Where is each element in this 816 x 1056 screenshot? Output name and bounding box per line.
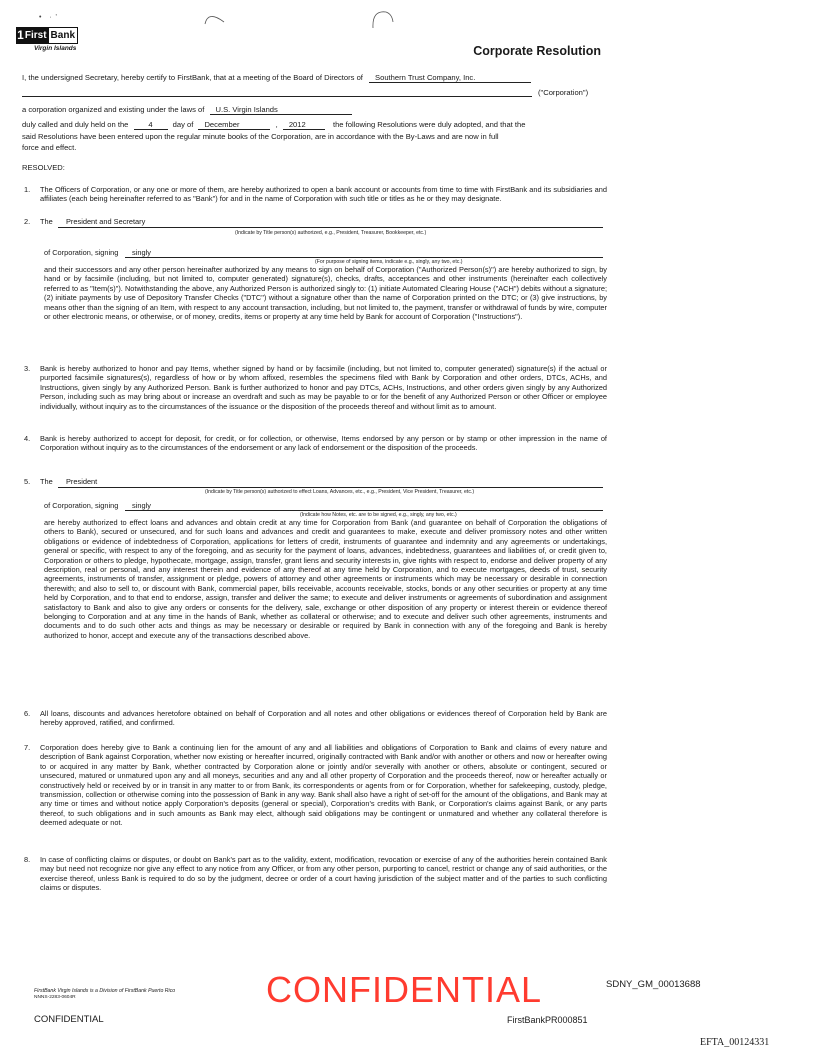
item-6-number: 6. xyxy=(24,709,31,718)
bates-sdny: SDNY_GM_00013688 xyxy=(606,979,701,990)
item-2-body: and their successors and any other person hereinafter authorized by any means to sign on behalf of Corporation ("Authorized Person(s)") are hereby authorized to sign, by hand or by facsimile (including, but not limited to, computer generated) signature(s), checks, drafts, acceptances and other instruments (hereinafter each collectively referred to as "Item(s)"). Notwithstanding the above, any Authorized Person is authorized singly to: (1) initiate Automated Clearing House ("ACH") debits without a signature; (2) initiate payments by use of Depository Transfer Checks ("DTC") without a signature other than the name of Corporation printed on the DTC; or (3) give instructions, by means other than the signing of an Item, with respect to any account transaction, including, but not limited to, the payment, transfer or withdrawal of funds by wire, computer or other electronic means, or otherwise, or of money, credits, items or property at any time held by Bank for account of Corporation ("Instructions"). xyxy=(44,265,607,322)
item-2-signing-line xyxy=(125,257,603,258)
footer-division: FirstBank Virgin Islands is a Division of FirstBank Puerto Rico xyxy=(34,988,176,994)
corporation-suffix: ("Corporation") xyxy=(538,88,589,97)
item-5-the: The xyxy=(40,477,53,486)
item-8-text: In case of conflicting claims or disputes, or doubt on Bank's part as to the validity, extent, modification, revocation or exercise of any of the authorities herein contained Bank may but need not recognize nor give any effect to any notice from any Officer, or from any other person, purporting to cancel, restrict or change any of said authorities, or the exercise thereof, unless Bank is required to do so by the judgment, decree or order of a court having jurisdiction of the subject matter and of the parties to such conflicting claims or disputes. xyxy=(40,855,607,893)
item-7-number: 7. xyxy=(24,743,31,752)
confidential-stamp: CONFIDENTIAL xyxy=(266,969,543,1010)
intro-line-2 xyxy=(22,105,352,115)
year-field: 2012 xyxy=(283,120,325,130)
intro-line-4: said Resolutions have been entered upon the regular minute books of the Corporation, are in accordance with the By-Laws and are now in full xyxy=(22,132,499,141)
item-2-number: 2. xyxy=(24,217,31,226)
day-field: 4 xyxy=(134,120,168,130)
item-1-text: The Officers of Corporation, or any one or more of them, are hereby authorized to open a bank account or accounts from time to time with FirstBank and its subsidiaries and affiliates (each being hereinafter referred to as "Bank") for and in the name of Corporation with such title or titles as he or they may designate. xyxy=(40,185,607,204)
item-2-signing-hint: (For purpose of signing items, indicate e.g., singly, any two, etc.) xyxy=(315,259,463,265)
logo-first: First xyxy=(24,30,47,41)
confidential-label: CONFIDENTIAL xyxy=(34,1014,104,1025)
item-7-text: Corporation does hereby give to Bank a continuing lien for the amount of any and all liabilities and obligations of Corporation to Bank and claims of every nature and description of Bank against Corporation, whether now existing or hereafter incurred, originally contracted with Bank and/or with another or others and now or hereafter owing to or acquired in any matter by Bank, whether contracted by Corporation alone or jointly and/or severally with another or others, absolute or contingent, secured or unsecured, matured or unmatured upon any and all moneys, securities and any and all other property of Corporation and the proceeds thereof, now or hereafter actually or constructively held or received by or in transit in any matter to or from Bank, its correspondents or agents from or for Corporation, whether for safekeeping, custody, pledge, transmission, collection or otherwise coming into the possession of Bank in any way. Bank shall also have a right of set-off for the amount of the obligations, and Bank may at any time or times and without notice apply Corporation's deposits (general or special), Corporation's credits with Bank, or Corporation's claims against Bank, or any parts thereof, to such obligations and in such amounts as Bank may elect, although said obligations may be contingent or unmatured and whether any collateral therefore is deemed adequate or not. xyxy=(40,743,607,828)
item-5-title-field: President xyxy=(66,477,98,486)
item-3-text: Bank is hereby authorized to honor and pay Items, whether signed by hand or by facsimile (including, but not limited to, computer generated) signature(s) if the actual or purported facsimile signatures(s), regardless of how or by whom affixed, resembles the specimens filed with Bank by Corporation and other orders, DTCs, ACHs, and Instructions, given singly by any Authorized Person. Bank is further authorized to honor and pay DTCs, ACHs, Instructions, and other orders given singly by any Authorized Person, including such as may bring about or increase an overdraft and such as may be payable to or for the benefit of any Authorized Person or other Officer or employee individually, without inquiry as to the circumstances of the issuance or the disposition of the proceeds thereof and without limit as to amount. xyxy=(40,364,607,411)
item-2-the: The xyxy=(40,217,53,226)
item-5-signing-field: singly xyxy=(132,501,151,510)
item-2-signing-label: of Corporation, signing xyxy=(44,248,119,257)
item-1-number: 1. xyxy=(24,185,31,194)
intro-text-3a: duly called and duly held on the xyxy=(22,120,129,129)
item-5-number: 5. xyxy=(24,477,31,486)
intro-text-2: a corporation organized and existing under the laws of xyxy=(22,105,205,114)
item-4-number: 4. xyxy=(24,434,31,443)
scan-artifact-curve-right xyxy=(370,6,396,32)
efta-number: EFTA_00124331 xyxy=(700,1037,770,1048)
item-2-title-field: President and Secretary xyxy=(66,217,146,226)
intro-line-5: force and effect. xyxy=(22,143,77,152)
item-5-title-line xyxy=(58,487,603,488)
intro-line-1 xyxy=(22,73,531,83)
item-5-signing-label: of Corporation, signing xyxy=(44,501,119,510)
scan-artifact-curve-left xyxy=(202,6,228,28)
item-5-signing-line xyxy=(125,510,603,511)
intro-text-3b: day of xyxy=(172,120,194,129)
bates-firstbank: FirstBankPR000851 xyxy=(507,1015,588,1025)
item-5-body: are hereby authorized to effect loans and advances and obtain credit at any time for Corporation from Bank (and guarantee on behalf of Corporation the obligations of others to Bank), secured or unsecured, and for such loans and advances and credit and guarantees to make, execute and deliver promissory notes and other written obligations or evidence of indebtedness of Corporation, applications for letters of credit, instruments of guarantee and indemnity and any agreements or undertakings, general or specific, with respect to any of the foregoing, and as security for the payment of loans, advances, indebtedness, guarantees and liabilities of, or credit given to, Corporation or others to pledge, hypothecate, mortgage, assign, transfer, grant liens and security interests in, give rights with respect to, endorse and deliver property of any description, real or personal, and any interest therein and evidence of any thereof at any time held by Corporation, and to execute mortgages, deeds of trust, security agreements, instruments of transfer, assignment or pledge, powers of attorney and other agreements or instruments which may be necessary or desirable in connection therewith; and also to sell to, or discount with Bank, commercial paper, bills receivable, accounts receivable, stocks, bonds or any other securities or property at any time held by Corporation, and to that end to endorse, assign, transfer and deliver the same; to execute and deliver instruments or agreements of subordination and assignment satisfactory to Bank and also to give any orders or consents for the delivery, sale, exchange or other disposition of any property or interest therein or evidence thereof belonging to Corporation and at any time in the hands of Bank, whether as collateral or otherwise; and to execute and deliver such other agreements, instruments and documents and to do such other acts and things as may be necessary or desirable or required by Bank in connection with any of the foregoing and Bank is hereby authorized to honor, accept and execute any of the transactions described above. xyxy=(44,518,607,640)
item-4-text: Bank is hereby authorized to accept for deposit, for credit, or for collection, or otherwise, Items endorsed by any person or by stamp or other impression in the name of Corporation without inquiry as to the circumstances of the endorsement or any lack of endorsement or the disposition of the proceeds. xyxy=(40,434,607,453)
logo-mark: 1 xyxy=(17,28,24,42)
year-separator: , xyxy=(275,120,278,129)
corporation-name-field: Southern Trust Company, Inc. xyxy=(369,73,531,83)
logo-subtitle: Virgin Islands xyxy=(34,45,77,52)
item-5-title-hint: (Indicate by Title person(s) authorized to effect Loans, Advances, etc., e.g., President, Vice President, Treasurer, etc.) xyxy=(205,489,475,495)
page-title: Corporate Resolution xyxy=(473,44,601,58)
item-8-number: 8. xyxy=(24,855,31,864)
intro-line-3 xyxy=(22,120,525,130)
firstbank-logo xyxy=(16,27,78,44)
logo-bank: Bank xyxy=(50,30,75,41)
month-field: December xyxy=(198,120,270,130)
corporation-line-continued xyxy=(22,96,532,97)
item-5-signing-hint: (Indicate how Notes, etc. are to be signed, e.g., singly, any two, etc.) xyxy=(300,512,457,518)
footer-form-number: NNNS-2283-0604R xyxy=(34,995,76,1000)
item-6-text: All loans, discounts and advances heretofore obtained on behalf of Corporation and all notes and other obligations or evidences thereof of Corporation held by Bank are hereby approved, ratified, and confirmed. xyxy=(40,709,607,728)
intro-text-1: I, the undersigned Secretary, hereby certify to FirstBank, that at a meeting of the Board of Directors of xyxy=(22,73,363,82)
intro-text-3c: the following Resolutions were duly adopted, and that the xyxy=(332,120,526,129)
scan-speck: • · ' xyxy=(39,14,57,21)
item-2-title-line xyxy=(58,227,603,228)
resolved-heading: RESOLVED: xyxy=(22,163,65,172)
jurisdiction-field: U.S. Virgin Islands xyxy=(210,105,352,115)
item-2-title-hint: (Indicate by Title person(s) authorized, e.g., President, Treasurer, Bookkeeper, etc.) xyxy=(235,230,427,236)
item-3-number: 3. xyxy=(24,364,31,373)
item-2-signing-field: singly xyxy=(132,248,151,257)
